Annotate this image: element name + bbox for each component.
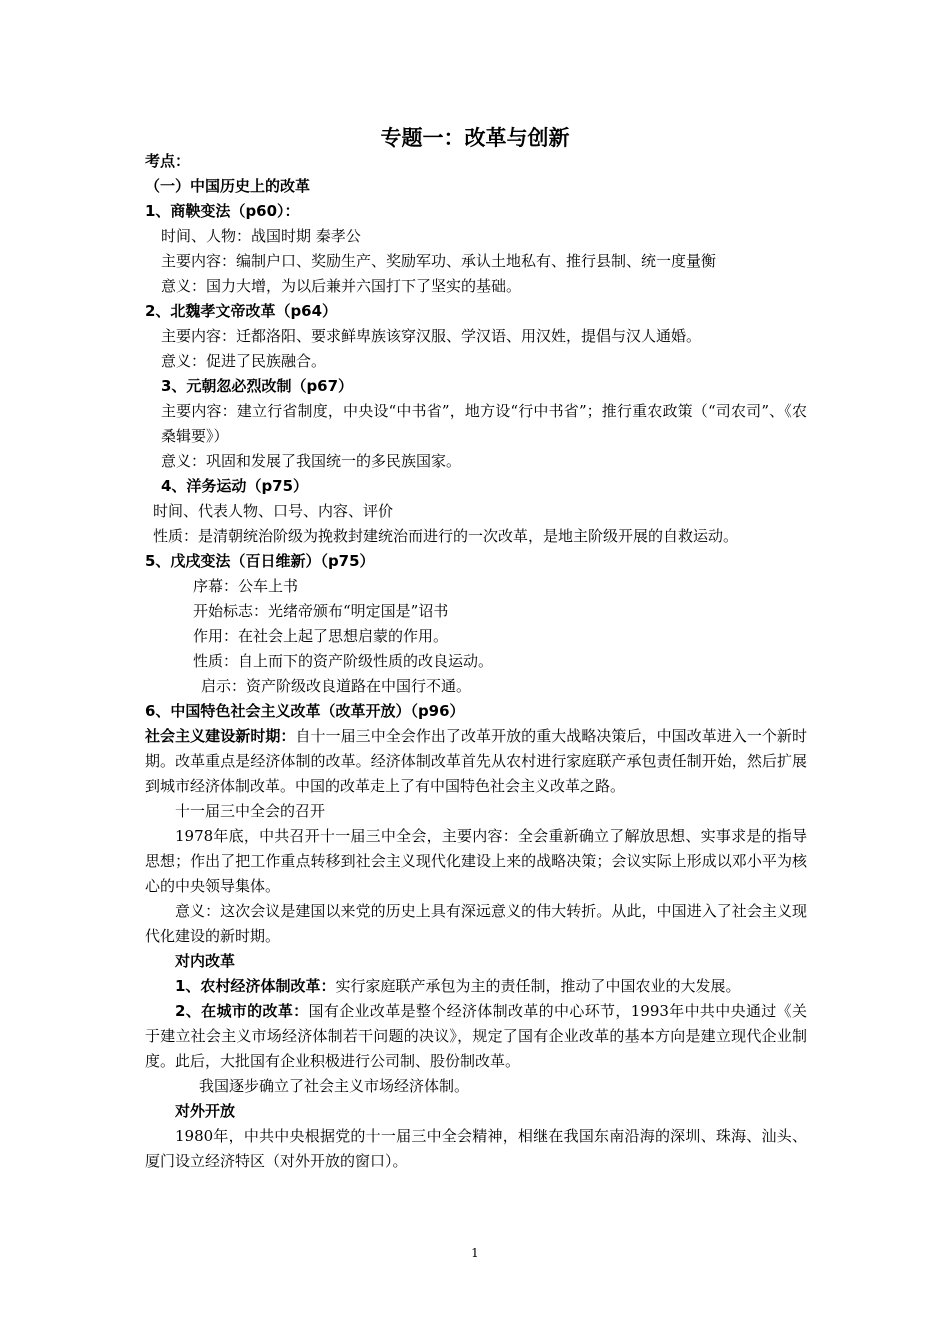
beiwei-meaning: 意义：促进了民族融合。 (161, 352, 327, 370)
opening-up-title: 对外开放 (175, 1102, 236, 1120)
rural-reform-label: 1、农村经济体制改革： (175, 977, 336, 995)
market-economy-line: 我国逐步确立了社会主义市场经济体制。 (199, 1077, 470, 1095)
rural-reform-paragraph (145, 974, 807, 999)
urban-reform-text: 国有企业改革是整个经济体制改革的中心环节，1993年中共中央通过《关于建立社会主义市场经济体制若干问题的决议》，规定了国有企业改革的基本方向是建立现代企业制度。此后，大批国有企业积极进行公司制、股份制改革。 (145, 1002, 807, 1070)
wuxu-effect: 作用：在社会上起了思想启蒙的作用。 (193, 627, 449, 645)
urban-reform-label: 2、在城市的改革： (175, 1002, 309, 1020)
document-body (145, 149, 807, 1174)
shangyang-meaning: 意义：国力大增，为以后兼并六国打下了坚实的基础。 (161, 277, 522, 295)
shangyang-content: 主要内容：编制户口、奖励生产、奖励军功、承认土地私有、推行县制、统一度量衡 (161, 252, 717, 270)
urban-reform-paragraph (145, 999, 807, 1074)
yangwu-items: 时间、代表人物、口号、内容、评价 (153, 502, 394, 520)
plenum-meaning: 意义：这次会议是建国以来党的历史上具有深远意义的伟大转折。从此，中国进入了社会主义现代化建设的新时期。 (145, 902, 807, 945)
wuxu-heading: 5、戊戌变法（百日维新）（p75） (145, 552, 375, 570)
page-title: 专题一：改革与创新 (380, 126, 570, 150)
beiwei-heading: 2、北魏孝文帝改革（p64） (145, 302, 338, 320)
tese-heading: 6、中国特色社会主义改革（改革开放）（p96） (145, 702, 465, 720)
wuxu-prelude: 序幕：公车上书 (193, 577, 299, 595)
wuxu-start: 开始标志：光绪帝颁布“明定国是”诏书 (193, 602, 449, 620)
plenum-text: 1978年底，中共召开十一届三中全会，主要内容：全会重新确立了解放思想、实事求是的指导思想；作出了把工作重点转移到社会主义现代化建设上来的战略决策；会议实际上形成以邓小平为核心的中央领导集体。 (145, 827, 807, 895)
shangyang-time: 时间、人物：战国时期 秦孝公 (161, 227, 361, 245)
yuan-content: 主要内容：建立行省制度，中央设“中书省”，地方设“行中书省”；推行重农政策（“司农司”、《农桑辑要》） (161, 402, 807, 445)
page-number: 1 (471, 1246, 479, 1260)
kaodian-label: 考点： (145, 152, 191, 170)
opening-up-text: 1980年，中共中央根据党的十一届三中全会精神，相继在我国东南沿海的深圳、珠海、汕头、厦门设立经济特区（对外开放的窗口）。 (145, 1127, 807, 1170)
new-period-paragraph (145, 724, 807, 799)
yuan-meaning: 意义：巩固和发展了我国统一的多民族国家。 (161, 452, 462, 470)
wuxu-lesson: 启示：资产阶级改良道路在中国行不通。 (201, 677, 472, 695)
new-period-text: 自十一届三中全会作出了改革开放的重大战略决策后，中国改革进入一个新时期。改革重点是经济体制的改革。经济体制改革首先从农村进行家庭联产承包责任制开始，然后扩展到城市经济体制改革。中国的改革走上了有中国特色社会主义改革之路。 (145, 727, 807, 795)
yuan-heading: 3、元朝忽必烈改制（p67） (161, 377, 354, 395)
section-heading: （一）中国历史上的改革 (145, 177, 311, 195)
wuxu-nature: 性质：自上而下的资产阶级性质的改良运动。 (193, 652, 494, 670)
shangyang-heading: 1、商鞅变法（p60）： (145, 202, 300, 220)
yangwu-nature: 性质：是清朝统治阶级为挽救封建统治而进行的一次改革，是地主阶级开展的自救运动。 (153, 527, 739, 545)
new-period-label: 社会主义建设新时期： (145, 727, 296, 745)
rural-reform-text: 实行家庭联产承包为主的责任制，推动了中国农业的大发展。 (335, 977, 741, 995)
plenum-title: 十一届三中全会的召开 (175, 802, 326, 820)
beiwei-content: 主要内容：迁都洛阳、要求鲜卑族该穿汉服、学汉语、用汉姓，提倡与汉人通婚。 (161, 327, 702, 345)
yangwu-heading: 4、洋务运动（p75） (161, 477, 309, 495)
internal-reform-title: 对内改革 (175, 952, 236, 970)
